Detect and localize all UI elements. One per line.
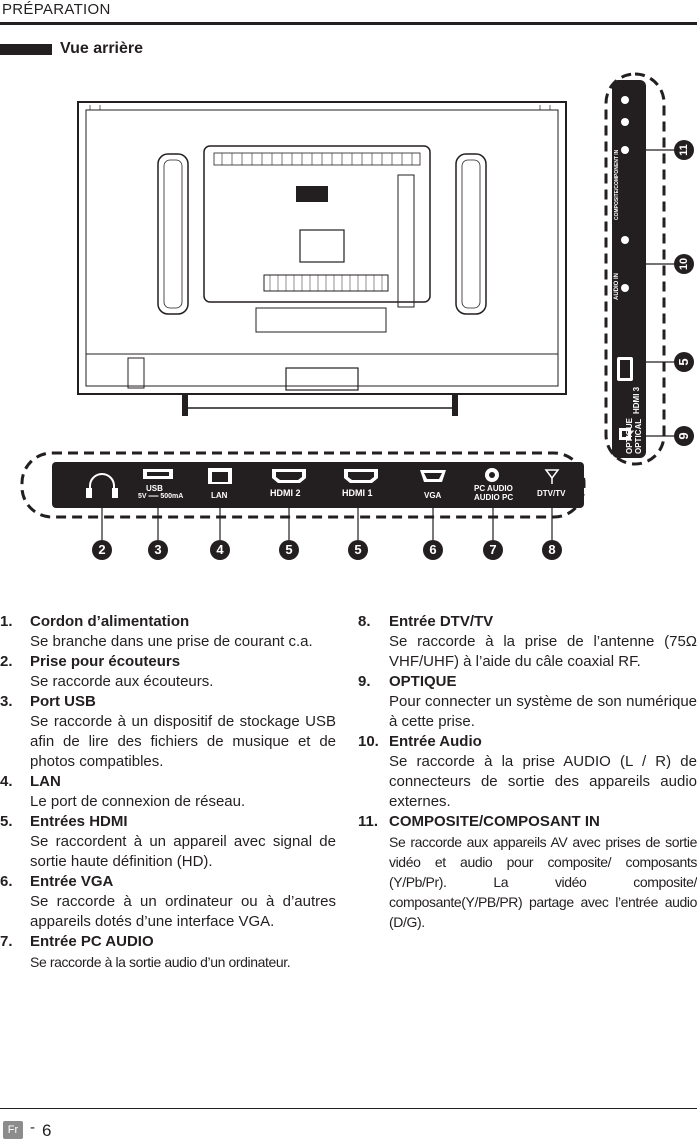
rear-view-diagram [0, 60, 697, 580]
usb-power-label: 5V ══ 500mA [138, 493, 184, 500]
tv-rear-illustration [0, 60, 697, 580]
item-title: LAN [30, 773, 61, 790]
item-title: Prise pour écouteurs [30, 653, 181, 670]
callout-badge: 8 [542, 540, 562, 560]
composite-in-label: COMPOSITE/COMPONENT IN [614, 149, 620, 220]
list-item [358, 812, 697, 932]
page-header [0, 0, 697, 25]
hdmi3-port-label: HDMI 3 [632, 386, 641, 414]
list-item [0, 932, 336, 972]
item-number: 9. [358, 673, 371, 690]
callout-badge: 10 [674, 254, 694, 274]
list-item [0, 812, 336, 872]
callout-badge: 7 [483, 540, 503, 560]
item-description: Se branche dans une prise de courant c.a. [30, 633, 313, 650]
item-title: Port USB [30, 693, 96, 710]
item-title: Entrée VGA [30, 873, 114, 890]
item-number: 8. [358, 613, 371, 630]
item-description: Se raccorde à la prise de l’antenne (75Ω VHF/UHF) à l’aide du câle coaxial RF. [389, 633, 697, 670]
item-title: Entrée PC AUDIO [30, 933, 154, 950]
vga-port-label: VGA [424, 491, 442, 500]
list-item [0, 692, 336, 772]
item-description: Pour connecter un système de son numérique à cette prise. [389, 693, 697, 730]
item-number: 10. [358, 733, 379, 750]
item-description: Se raccorde aux appareils AV avec prises de sortie vidéo et audio pour composite/ composants (Y/Pb/Pr). La vidéo composite/ composante(Y/PB/PR) partage avec l’entrée audio (D/G). [389, 834, 697, 930]
item-title: Cordon d’alimentation [30, 613, 190, 630]
audio-pc-label: AUDIO PC [474, 493, 514, 502]
callout-badge: 6 [423, 540, 443, 560]
lan-port-label: LAN [211, 491, 228, 500]
item-number: 2. [0, 653, 13, 670]
section-bar [0, 44, 52, 55]
callout-badge: 11 [674, 140, 694, 160]
callout-badge: 5 [348, 540, 368, 560]
section-title: Vue arrière [60, 40, 144, 57]
item-description: Se raccorde à un dispositif de stockage USB afin de lire des fichiers de musique et de photos compatibles. [30, 713, 336, 770]
callout-badge: 4 [210, 540, 230, 560]
audio-in-label: AUDIO IN [614, 273, 620, 300]
description-list-left [0, 612, 336, 972]
list-item [0, 652, 336, 692]
item-title: Entrée DTV/TV [389, 613, 494, 630]
item-title: Entrées HDMI [30, 813, 128, 830]
item-description: Le port de connexion de réseau. [30, 793, 246, 810]
callout-badge: 9 [674, 426, 694, 446]
optical-port-label: OPTICAL [634, 418, 643, 454]
callout-badge: 2 [92, 540, 112, 560]
item-description: Se raccorde aux écouteurs. [30, 673, 214, 690]
pc-audio-label: PC AUDIO [474, 484, 513, 493]
callout-badge: 5 [674, 352, 694, 372]
list-item [0, 612, 336, 652]
optique-port-label: OPTIQUE [625, 417, 634, 454]
list-item [358, 732, 697, 812]
item-description: Se raccordent à un appareil avec signal de sortie haute définition (HD). [30, 833, 336, 870]
dtv-port-label: DTV/TV [537, 489, 566, 498]
callout-badge: 5 [279, 540, 299, 560]
description-list-right [358, 612, 697, 932]
footer-dash: - [30, 1119, 35, 1136]
header-title: PRÉPARATION [2, 1, 111, 18]
item-number: 4. [0, 773, 13, 790]
list-item [0, 772, 336, 812]
item-number: 3. [0, 693, 13, 710]
item-title: OPTIQUE [389, 673, 457, 690]
item-number: 6. [0, 873, 13, 890]
item-description: Se raccorde à la prise AUDIO (L / R) de connecteurs de sortie des appareils audio externes. [389, 753, 697, 810]
hdmi2-port-label: HDMI 2 [270, 488, 301, 498]
list-item [358, 612, 697, 672]
item-title: COMPOSITE/COMPOSANT IN [389, 813, 600, 830]
list-item [358, 672, 697, 732]
item-description: Se raccorde à la sortie audio d’un ordinateur. [30, 954, 291, 970]
callout-badge: 3 [148, 540, 168, 560]
item-number: 7. [0, 933, 13, 950]
footer-divider [0, 1108, 697, 1109]
list-item [0, 872, 336, 932]
item-number: 5. [0, 813, 13, 830]
language-badge: Fr [3, 1121, 23, 1139]
item-description: Se raccorde à un ordinateur ou à d’autres appareils dotés d’une interface VGA. [30, 893, 336, 930]
item-title: Entrée Audio [389, 733, 482, 750]
page-number: 6 [42, 1121, 52, 1140]
item-number: 1. [0, 613, 13, 630]
usb-port-label: USB [146, 484, 163, 493]
item-number: 11. [358, 813, 379, 830]
hdmi1-port-label: HDMI 1 [342, 488, 373, 498]
